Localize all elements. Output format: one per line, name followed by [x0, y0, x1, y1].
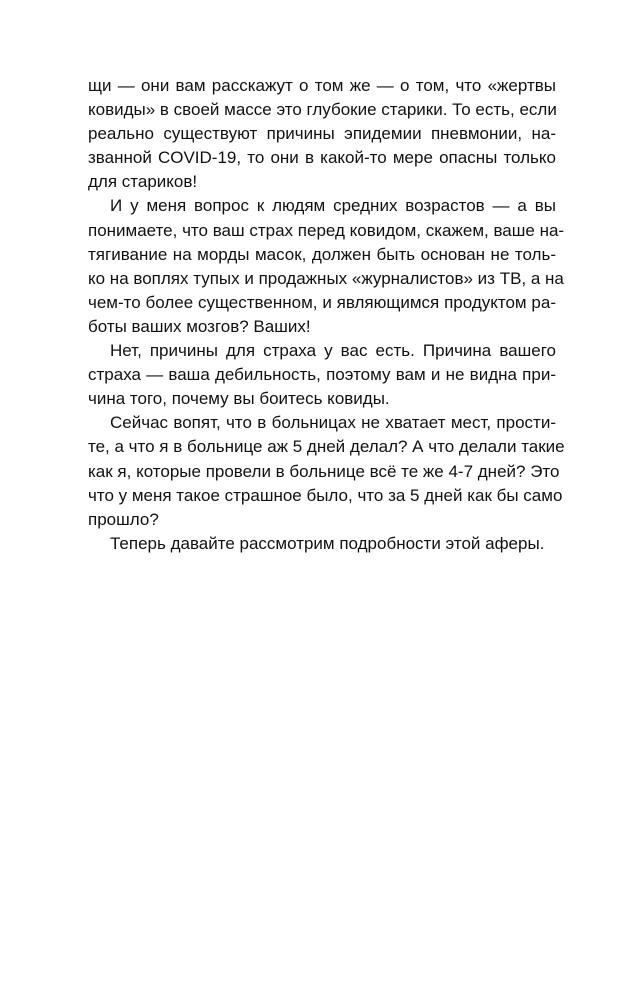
- text-line: понимаете, что ваш страх перед ковидом, скажем, ваше на-: [88, 220, 565, 240]
- text-line: Сейчас вопят, что в больницах не хватает мест, прости-: [110, 413, 556, 433]
- text-line: чина того, почему вы боитесь ковиды.: [88, 389, 390, 409]
- text-line: званной COVID-19, то они в какой-то мере опасны только: [88, 148, 556, 168]
- text-line: реально существуют причины эпидемии пневмонии, на-: [88, 124, 556, 144]
- text-line: тягивание на морды масок, должен быть основан не толь-: [88, 244, 556, 264]
- text-line: ко на воплях тупых и продажных «журналистов» из ТВ, а на: [88, 268, 564, 288]
- text-line: те, а что я в больнице аж 5 дней делал? А что делали такие: [88, 437, 565, 457]
- text-line: для стариков!: [88, 172, 198, 192]
- text-line: щи — они вам расскажут о том же — о том, что «жертвы: [88, 76, 556, 95]
- text-line: прошло?: [88, 509, 159, 529]
- text-line: что у меня такое страшное было, что за 5 дней как бы само: [88, 485, 563, 505]
- text-line: И у меня вопрос к людям средних возрастов — а вы: [110, 196, 556, 216]
- text-line: как я, которые провели в больнице всё те же 4-7 дней? Это: [88, 461, 560, 481]
- text-line: Нет, причины для страха у вас есть. Причина вашего: [110, 341, 556, 361]
- text-line: Теперь давайте рассмотрим подробности этой аферы.: [110, 533, 545, 553]
- text-line: страха — ваша дебильность, поэтому вам и не видна при-: [88, 365, 556, 385]
- text-line: боты ваших мозгов? Ваших!: [88, 316, 311, 336]
- text-line: ковиды» в своей массе это глубокие старики. То есть, если: [88, 100, 557, 120]
- text-line: чем-то более существенном, и являющимся продуктом ра-: [88, 292, 556, 312]
- body-text: [88, 74, 565, 556]
